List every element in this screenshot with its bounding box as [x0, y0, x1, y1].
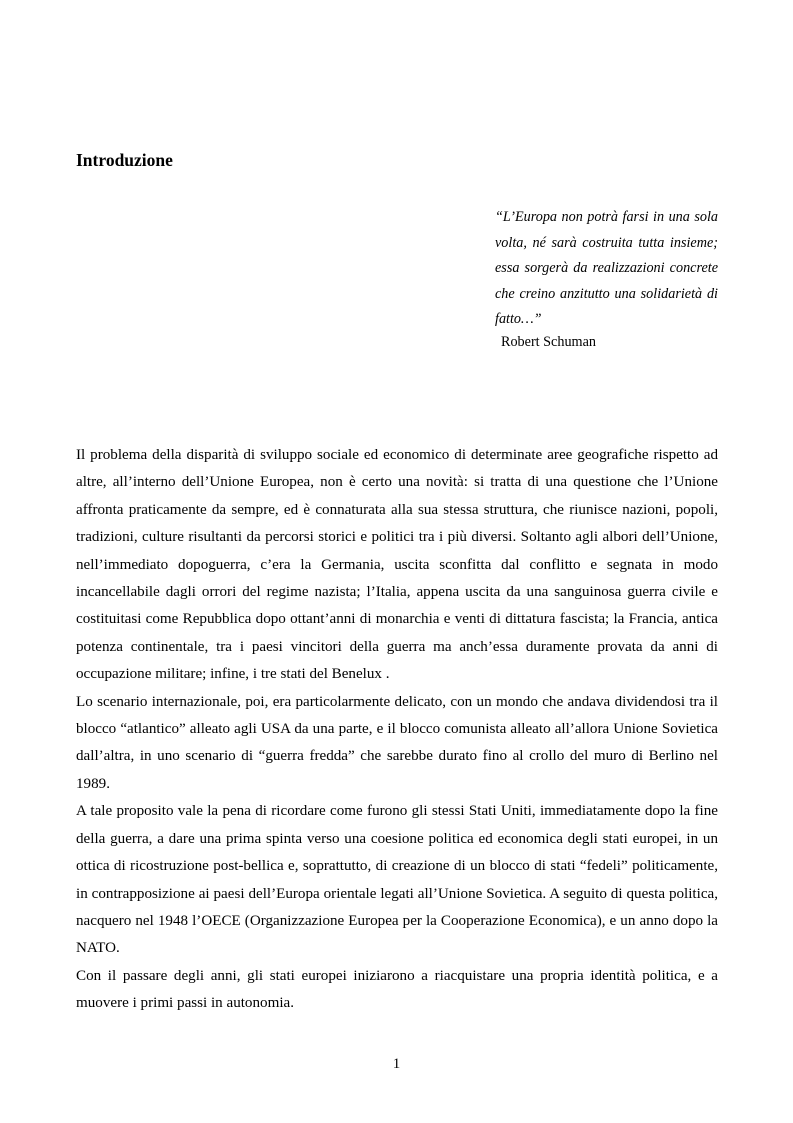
paragraph: Lo scenario internazionale, poi, era particolarmente delicato, con un mondo che andava dividendosi tra il blocco “atlantico” alleato agli USA da una parte, e il blocco comunista alleato all’allora Unione Sovietica dall’altra, in uno scenario di “guerra fredda” che sarebbe durato fino al crollo del muro di Berlino nel 1989.	[76, 693, 718, 792]
paragraph: A tale proposito vale la pena di ricordare come furono gli stessi Stati Uniti, immediatamente dopo la fine della guerra, a dare una prima spinta verso una coesione politica ed economica degli stati europei, in un ottica di ricostruzione post-bellica e, soprattutto, di creazione di un blocco di stati “fedeli” politicamente, in contrapposizione ai paesi dell’Europa orientale legati all’Unione Sovietica. A seguito di questa politica, nacquero nel 1948 l’OECE (Organizzazione Europea per la Cooperazione Economica), e un anno dopo la NATO.	[76, 803, 718, 957]
paragraph: Con il passare degli anni, gli stati europei iniziarono a riacquistare una propria identità politica, e a muovere i primi passi in autonomia.	[76, 967, 718, 1012]
page-number: 1	[392, 1056, 401, 1072]
epigraph-author: Robert Schuman	[501, 334, 596, 350]
body-text	[76, 442, 718, 1018]
epigraph-quote: “L’Europa non potrà farsi in una sola volta, né sarà costruita tutta insieme; essa sorgerà da realizzazioni concrete che creino anzitutto una solidarietà di fatto…”	[495, 209, 718, 327]
paragraph: Il problema della disparità di sviluppo sociale ed economico di determinate aree geografiche rispetto ad altre, all’interno dell’Unione Europea, non è certo una novità: si tratta di una questione che l’Unione affronta praticamente da sempre, ed è connaturata alla sua stessa struttura, che riunisce nazioni, popoli, tradizioni, culture risultanti da percorsi storici e politici tra i più diversi. Soltanto agli albori dell’Unione, nell’immediato dopoguerra, c’era la Germania, uscita sconfitta dal conflitto e segnata in modo incancellabile dagli orrori del regime nazista; l’Italia, appena uscita da una sanguinosa guerra civile e costituitasi come Repubblica dopo ottant’anni di monarchia e venti di dittatura fascista; la Francia, antica potenza continentale, tra i paesi vincitori della guerra ma anch’essa duramente provata da anni di occupazione militare; infine, i tre stati del Benelux .	[76, 447, 718, 683]
page-title: Introduzione	[76, 150, 173, 170]
